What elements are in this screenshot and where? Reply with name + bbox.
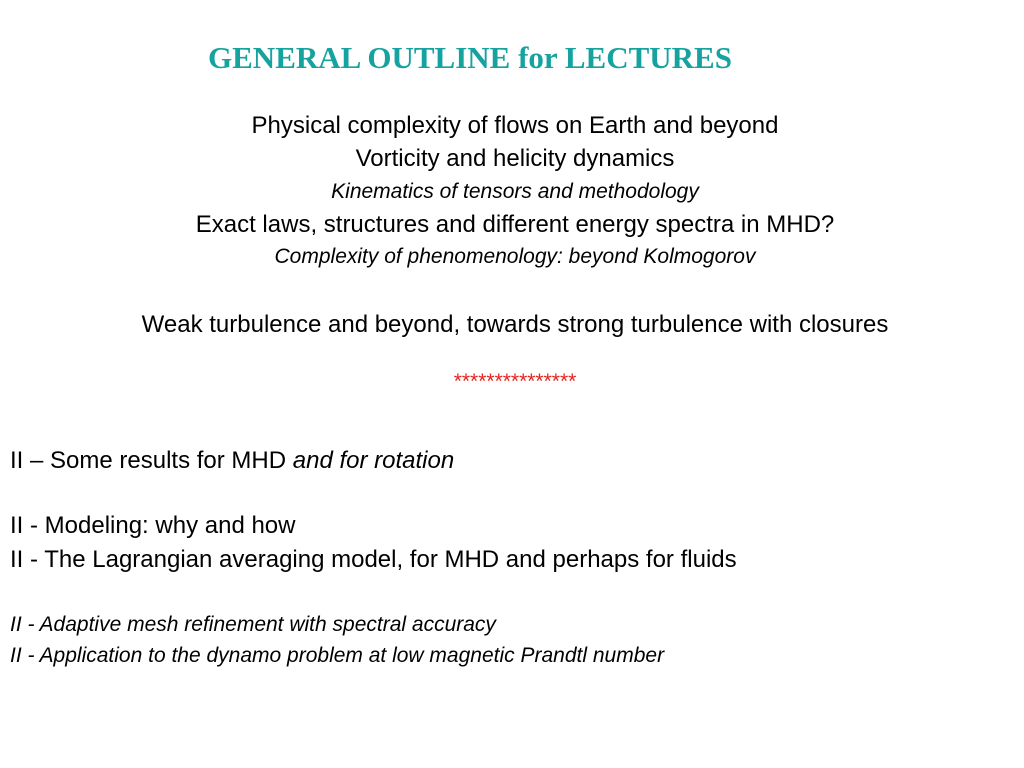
list-item-dynamo-problem: II - Application to the dynamo problem at low magnetic Prandtl number: [10, 644, 665, 667]
outline-line-physical-complexity: Physical complexity of flows on Earth and beyond: [251, 112, 779, 139]
outline-line-exact-laws: Exact laws, structures and different energy spectra in MHD?: [195, 211, 835, 238]
list-item-lagrangian-model: II - The Lagrangian averaging model, for MHD and perhaps for fluids: [10, 546, 737, 573]
outline-line-kinematics: Kinematics of tensors and methodology: [331, 180, 699, 203]
list-item-modeling: II - Modeling: why and how: [10, 512, 296, 539]
outline-line-weak-turbulence: Weak turbulence and beyond, towards strong turbulence with closures: [141, 311, 889, 338]
list-item-mhd-results: [10, 447, 454, 475]
slide-title: GENERAL OUTLINE for LECTURES: [208, 40, 732, 75]
list-item-mhd-results-text: II – Some results for MHD: [10, 447, 293, 474]
list-item-mhd-results-emphasis: and for rotation: [292, 447, 455, 474]
outline-line-vorticity: Vorticity and helicity dynamics: [355, 145, 675, 172]
separator-stars: ***************: [453, 370, 577, 393]
list-item-adaptive-mesh: II - Adaptive mesh refinement with spectral accuracy: [10, 613, 496, 636]
outline-line-phenomenology: Complexity of phenomenology: beyond Kolmogorov: [274, 245, 756, 268]
